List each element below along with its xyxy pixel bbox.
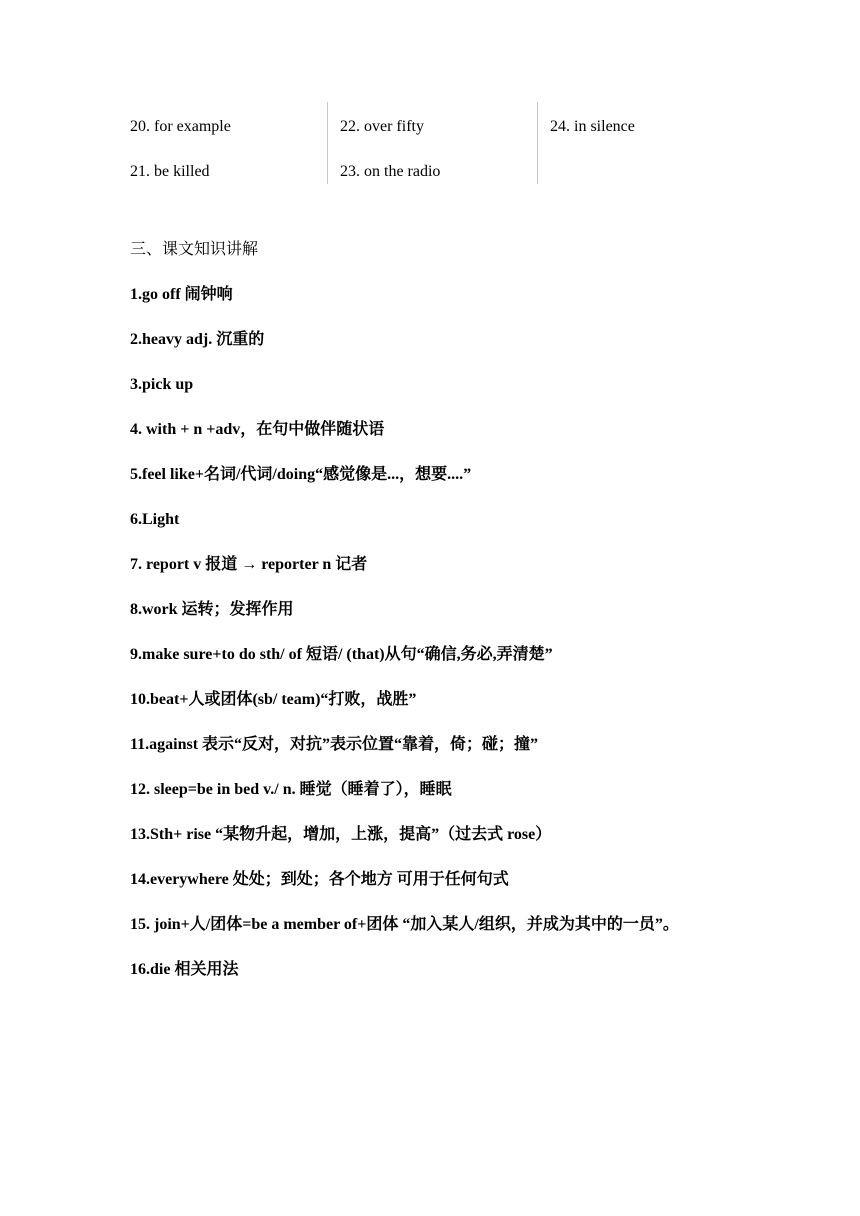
knowledge-point: 12. sleep=be in bed v./ n. 睡觉（睡着了），睡眠 (130, 781, 452, 798)
knowledge-point: 5.feel like+名词/代词/doing“感觉像是...，想要....” (130, 466, 472, 483)
knowledge-point: 15. join+人/团体=be a member of+团体 “加入某人/组织，并成为其中的一员”。 (130, 916, 679, 933)
knowledge-point: 14.everywhere 处处；到处；各个地方 可用于任何句式 (130, 871, 509, 888)
knowledge-point: 6.Light (130, 511, 180, 528)
phrase-column (538, 102, 748, 184)
knowledge-point: 3.pick up (130, 376, 194, 393)
phrase-cell (550, 162, 748, 182)
phrase-cell: 21. be killed (130, 163, 210, 180)
knowledge-point: 9.make sure+to do sth/ of 短语/ (that)从句“确信,务必,弄清楚” (130, 646, 553, 663)
knowledge-point: 4. with + n +adv，在句中做伴随状语 (130, 421, 385, 438)
phrase-cell: 22. over fifty (340, 118, 424, 135)
knowledge-point: 8.work 运转；发挥作用 (130, 601, 294, 618)
knowledge-point: 2.heavy adj. 沉重的 (130, 331, 265, 348)
knowledge-point: 1.go off 闹钟响 (130, 286, 233, 303)
phrase-column (328, 102, 538, 184)
phrase-cell: 20. for example (130, 118, 231, 135)
phrase-cell: 24. in silence (550, 118, 635, 135)
knowledge-point: 16.die 相关用法 (130, 961, 239, 978)
phrase-column (118, 102, 328, 184)
knowledge-point-list (130, 284, 830, 1004)
knowledge-point: 11.against 表示“反对，对抗”表示位置“靠着，倚；碰；撞” (130, 736, 539, 753)
section-heading: 三、课文知识讲解 (130, 239, 259, 258)
knowledge-point: 13.Sth+ rise “某物升起，增加，上涨，提高”（过去式 rose） (130, 826, 552, 843)
phrase-cell: 23. on the radio (340, 163, 441, 180)
phrase-table (118, 102, 748, 184)
knowledge-point: 7. report v 报道 → reporter n 记者 (130, 556, 368, 573)
knowledge-point: 10.beat+人或团体(sb/ team)“打败，战胜” (130, 691, 417, 708)
